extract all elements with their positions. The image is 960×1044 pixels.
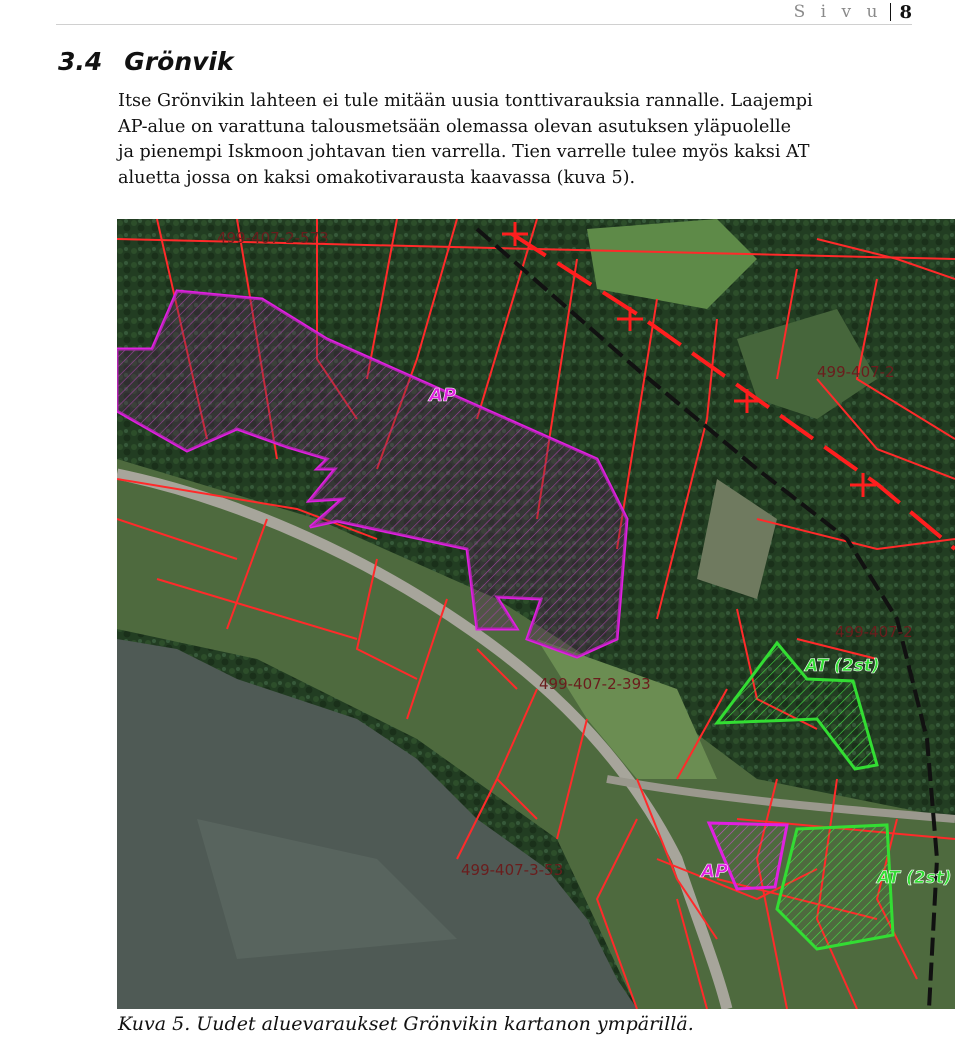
section-heading (58, 47, 234, 76)
label-ap-small: AP (701, 861, 729, 882)
body-line: AP-alue on varattuna talousmetsään olemassa olevan asutuksen yläpuolelle (118, 116, 792, 137)
map-svg (117, 219, 955, 1009)
aerial-map (117, 219, 955, 1009)
page-label: S i v u (793, 2, 883, 22)
section-title: Grönvik (124, 47, 234, 76)
body-line: aluetta jossa on kaksi omakotivarausta kaavassa (kuva 5). (118, 167, 636, 188)
figure-caption: Kuva 5. Uudet aluevaraukset Grönvikin kartanon ympärillä. (118, 1013, 694, 1035)
parcel-id-right-middle: 499-407-2 (835, 623, 913, 641)
body-paragraph (118, 89, 918, 191)
label-at-upper: AT (2st) (805, 656, 880, 676)
page-header (794, 0, 912, 24)
parcel-id-lower: 499-407-3-53 (461, 861, 564, 879)
parcel-id-center: 499-407-2-393 (539, 675, 651, 693)
label-at-lower: AT (2st) (877, 868, 952, 888)
header-separator (890, 3, 891, 21)
section-number: 3.4 (58, 47, 103, 76)
page-number: 8 (899, 1, 912, 23)
body-line: Itse Grönvikin lahteen ei tule mitään uusia tonttivarauksia rannalle. Laajempi (118, 91, 813, 111)
label-ap-large: AP (429, 385, 457, 406)
parcel-id-right-upper: 499-407-2 (817, 363, 895, 381)
body-line: ja pienempi Iskmoon johtavan tien varrella. Tien varrelle tulee myös kaksi AT (118, 142, 810, 163)
header-rule (56, 24, 912, 25)
parcel-id-top: 499-407-2-573 (217, 229, 329, 247)
